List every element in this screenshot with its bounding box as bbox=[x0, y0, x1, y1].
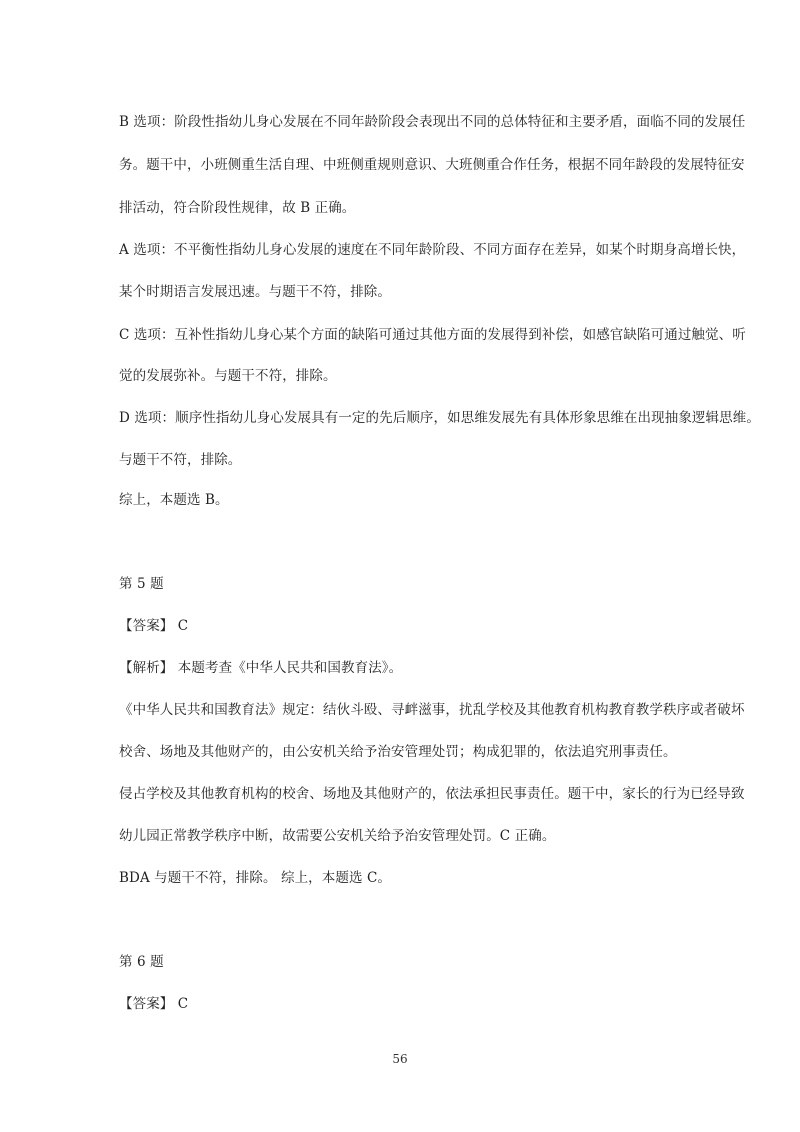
question-5-paragraph-2: 校舍、场地及其他财产的，由公安机关给予治安管理处罚；构成犯罪的，依法追究刑事责任。 bbox=[119, 744, 677, 760]
option-c-line-2: 觉的发展弥补。与题干不符，排除。 bbox=[119, 368, 337, 384]
option-d-line-2: 与题干不符，排除。 bbox=[119, 452, 242, 468]
option-b-line-2: 务。题干中，小班侧重生活自理、中班侧重规则意识、大班侧重合作任务，根据不同年龄段的发展特征安 bbox=[119, 157, 745, 173]
question-5-paragraph-5: BDA 与题干不符，排除。 综上，本题选 C。 bbox=[119, 870, 391, 886]
question-5-paragraph-3: 侵占学校及其他教育机构的校舍、场地及其他财产的，依法承担民事责任。题干中，家长的行为已经导致 bbox=[119, 786, 745, 802]
option-b-line-1: B 选项：阶段性指幼儿身心发展在不同年龄阶段会表现出不同的总体特征和主要矛盾，面临不同的发展任 bbox=[119, 114, 746, 130]
question-5-answer: 【答案】 C bbox=[119, 618, 189, 634]
option-c-line-1: C 选项：互补性指幼儿身心某个方面的缺陷可通过其他方面的发展得到补偿，如感官缺陷可通过触觉、听 bbox=[119, 327, 746, 343]
question-5-analysis: 【解析】 本题考查《中华人民共和国教育法》。 bbox=[119, 660, 403, 676]
question-5-title: 第 5 题 bbox=[119, 576, 164, 592]
question-5-paragraph-4: 幼儿园正常教学秩序中断，故需要公安机关给予治安管理处罚。C 正确。 bbox=[119, 828, 556, 844]
page-number: 56 bbox=[392, 1052, 408, 1066]
question-6-answer: 【答案】 C bbox=[119, 996, 189, 1012]
option-a-line-1: A 选项：不平衡性指幼儿身心发展的速度在不同年龄阶段、不同方面存在差异，如某个时期身高增长快， bbox=[119, 242, 746, 258]
option-d-line-1: D 选项：顺序性指幼儿身心发展具有一定的先后顺序，如思维发展先有具体形象思维在出现抽象逻辑思维。 bbox=[119, 410, 760, 426]
summary-line: 综上，本题选 B。 bbox=[119, 492, 229, 508]
option-a-line-2: 某个时期语言发展迅速。与题干不符，排除。 bbox=[119, 284, 391, 300]
question-5-paragraph-1: 《中华人民共和国教育法》规定：结伙斗殴、寻衅滋事，扰乱学校及其他教育机构教育教学秩序或者破坏 bbox=[119, 702, 745, 718]
question-6-title: 第 6 题 bbox=[119, 954, 164, 970]
option-b-line-3: 排活动，符合阶段性规律，故 B 正确。 bbox=[119, 200, 356, 216]
